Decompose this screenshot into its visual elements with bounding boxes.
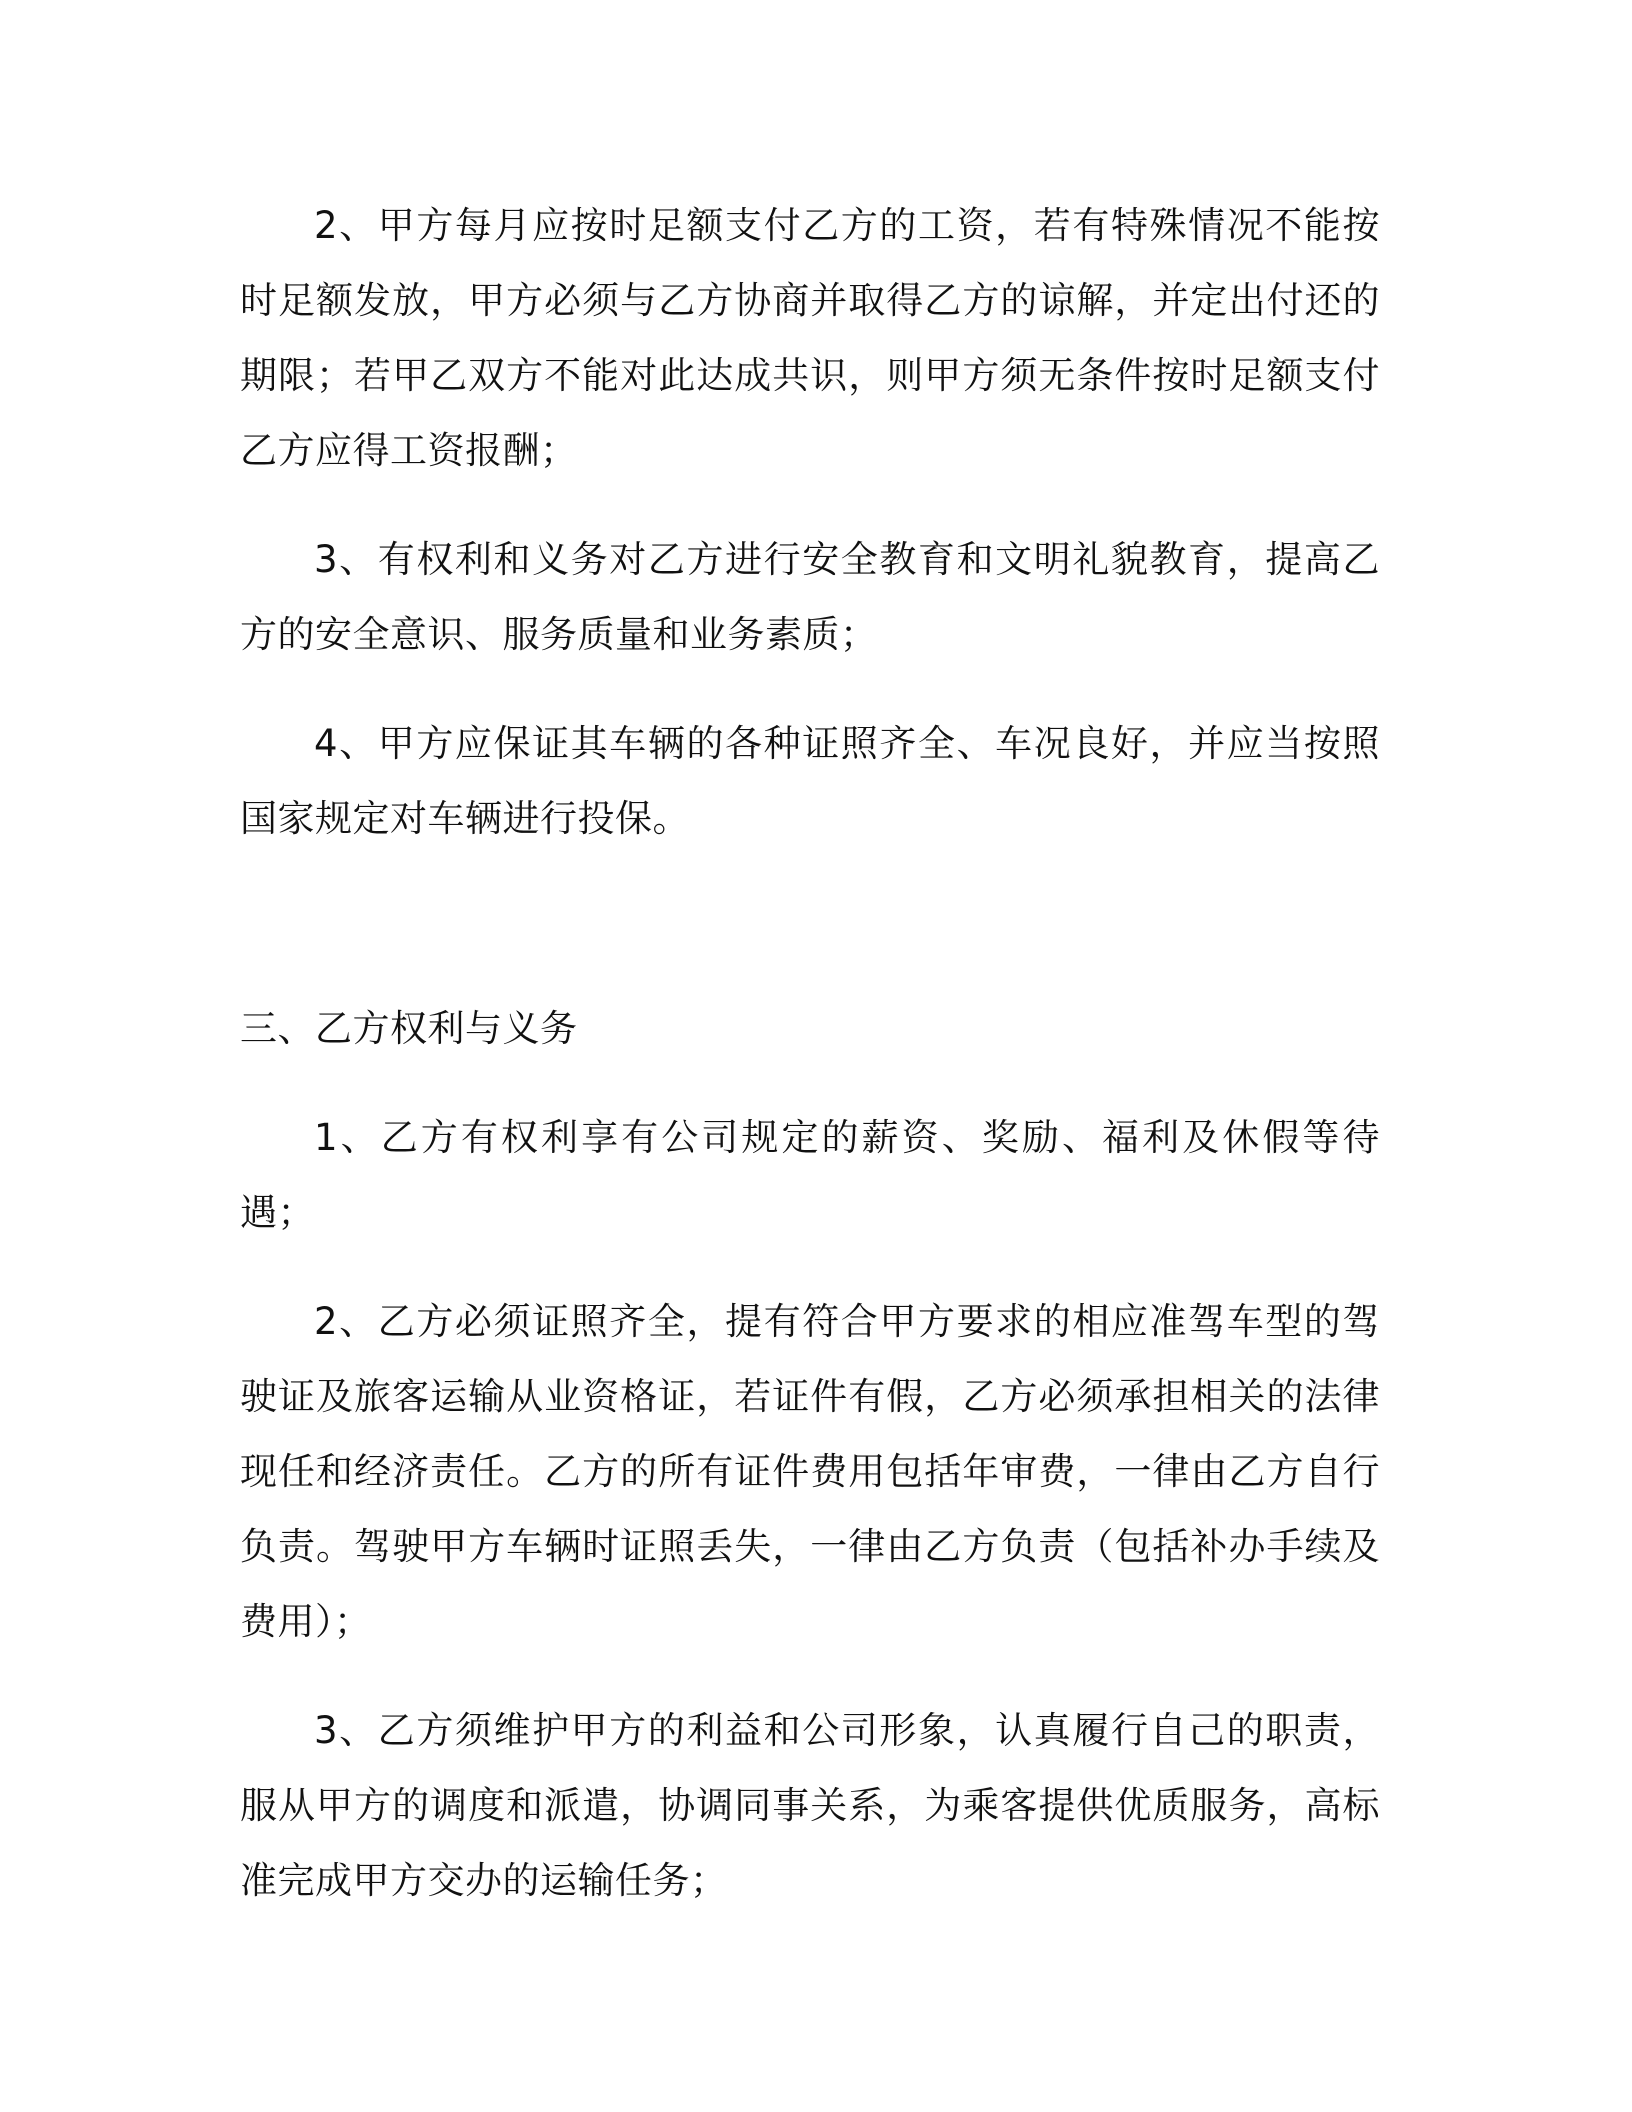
paragraph-spacer <box>240 1250 1380 1284</box>
paragraph-employee-benefits: 1、乙方有权利享有公司规定的薪资、奖励、福利及休假等待遇； <box>240 1116 1380 1234</box>
paragraph-employee-licenses: 2、乙方必须证照齐全，提有符合甲方要求的相应准驾车型的驾驶证及旅客运输从业资格证，若证件有假，乙方必须承担相关的法律现任和经济责任。乙方的所有证件费用包括年审费，一律由乙方自行负责。驾驶甲方车辆时证照丢失，一律由乙方负责（包括补办手续及费用）； <box>240 1300 1380 1643</box>
paragraph-spacer <box>240 672 1380 706</box>
paragraph-employer-education: 3、有权利和义务对乙方进行安全教育和文明礼貌教育，提高乙方的安全意识、服务质量和业务素质； <box>240 538 1380 656</box>
paragraph-employer-salary: 2、甲方每月应按时足额支付乙方的工资，若有特殊情况不能按时足额发放，甲方必须与乙方协商并取得乙方的谅解，并定出付还的期限；若甲乙双方不能对此达成共识，则甲方须无条件按时足额支付乙方应得工资报酬； <box>240 204 1380 472</box>
section-spacer <box>240 856 1380 991</box>
paragraph-spacer <box>240 488 1380 522</box>
section-heading-party-b: 三、乙方权利与义务 <box>240 1007 578 1050</box>
paragraph-employee-duties: 3、乙方须维护甲方的利益和公司形象，认真履行自己的职责，服从甲方的调度和派遣，协调同事关系，为乘客提供优质服务，高标准完成甲方交办的运输任务； <box>240 1709 1380 1902</box>
paragraph-spacer <box>240 1066 1380 1100</box>
document-body <box>240 188 1380 1918</box>
paragraph-spacer <box>240 1659 1380 1693</box>
paragraph-employer-vehicle: 4、甲方应保证其车辆的各种证照齐全、车况良好，并应当按照国家规定对车辆进行投保。 <box>240 722 1380 840</box>
